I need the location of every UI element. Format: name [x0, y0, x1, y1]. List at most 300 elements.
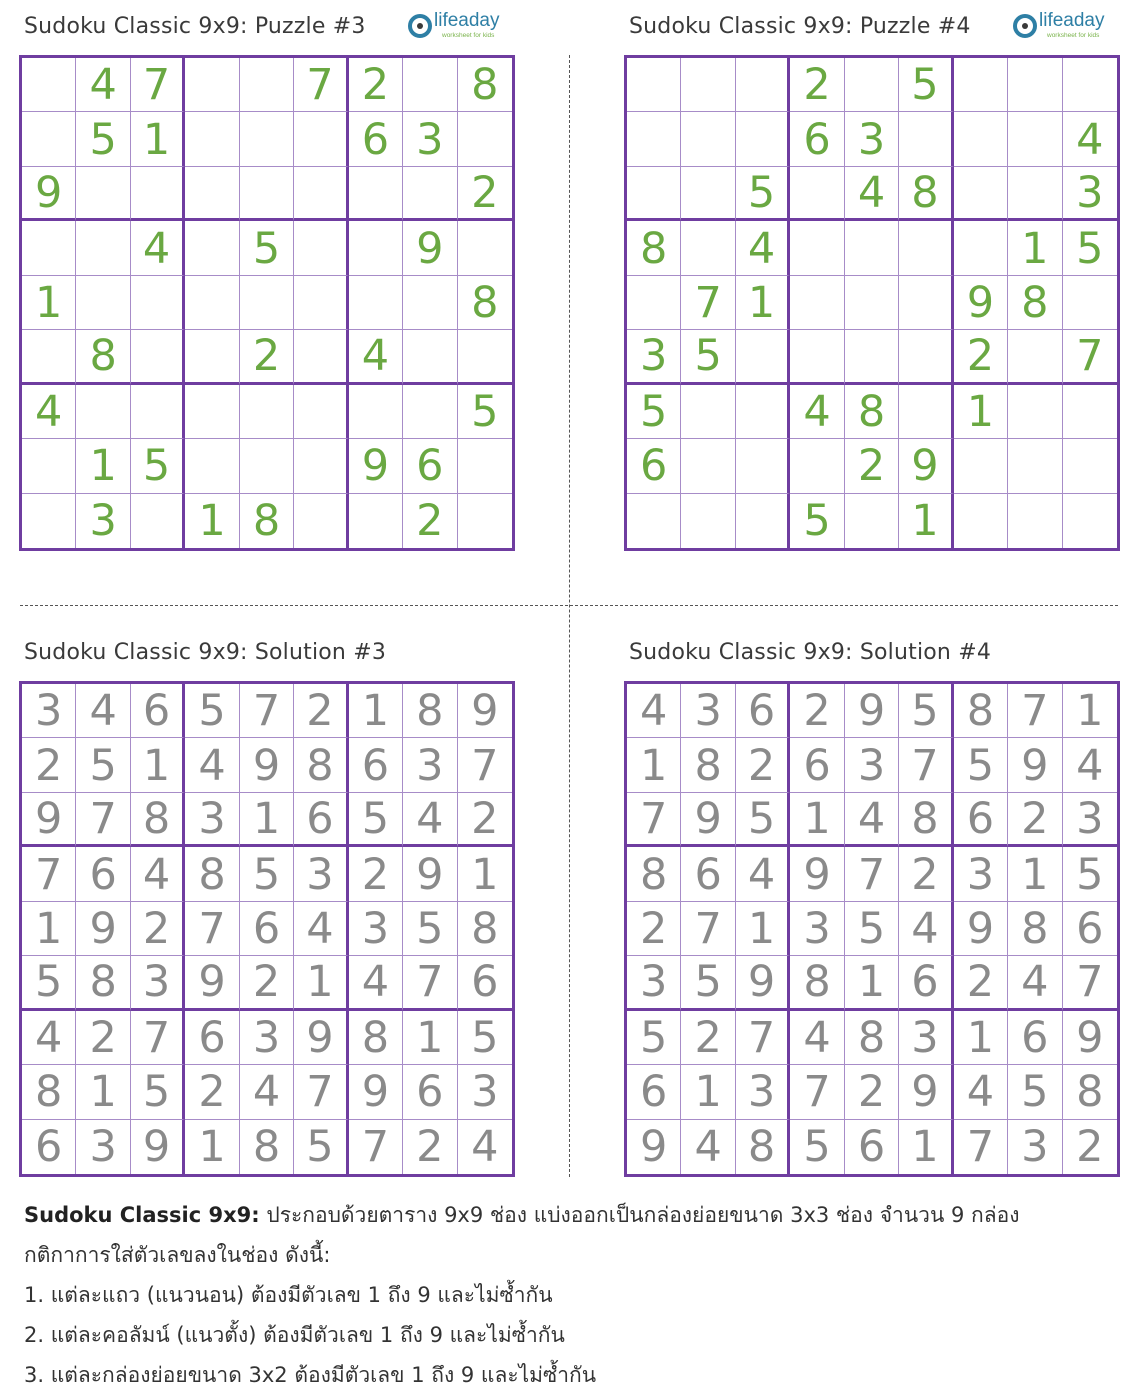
grid-cell: 8	[790, 956, 844, 1010]
grid-cell: 4	[22, 1011, 76, 1065]
grid-cell	[899, 385, 953, 439]
grid-cell: 8	[845, 385, 899, 439]
grid-cell	[1008, 439, 1062, 493]
grid-cell	[954, 221, 1008, 275]
grid-cell: 8	[736, 1120, 790, 1174]
puzzle-3-title: Sudoku Classic 9x9: Puzzle #3	[24, 14, 366, 39]
grid-cell: 6	[845, 1120, 899, 1174]
grid-cell	[403, 167, 457, 221]
grid-cell: 8	[294, 738, 348, 792]
grid-cell: 8	[845, 1011, 899, 1065]
grid-cell: 8	[627, 221, 681, 275]
grid-cell	[954, 167, 1008, 221]
grid-cell: 9	[240, 738, 294, 792]
vertical-cut-line	[569, 55, 570, 1177]
solution-3-title: Sudoku Classic 9x9: Solution #3	[24, 640, 387, 665]
grid-cell	[240, 112, 294, 166]
grid-cell: 1	[899, 494, 953, 548]
grid-cell	[22, 439, 76, 493]
grid-cell: 3	[22, 684, 76, 738]
rules-intro-line	[24, 1195, 1124, 1235]
grid-cell: 3	[845, 112, 899, 166]
grid-cell: 2	[736, 738, 790, 792]
puzzle-4-grid	[624, 55, 1120, 551]
grid-cell: 3	[294, 847, 348, 901]
grid-cell: 9	[899, 1065, 953, 1119]
grid-cell: 8	[899, 167, 953, 221]
grid-cell: 2	[185, 1065, 239, 1119]
grid-cell: 9	[681, 793, 735, 847]
grid-cell: 4	[349, 330, 403, 384]
grid-cell: 9	[403, 847, 457, 901]
grid-cell	[76, 276, 130, 330]
grid-cell: 1	[22, 276, 76, 330]
grid-cell: 4	[131, 221, 185, 275]
grid-cell: 5	[681, 330, 735, 384]
grid-cell	[403, 276, 457, 330]
grid-cell: 9	[954, 276, 1008, 330]
grid-cell: 3	[240, 1011, 294, 1065]
grid-cell: 2	[131, 902, 185, 956]
grid-cell: 7	[845, 847, 899, 901]
lifeaday-logo	[1013, 12, 1113, 44]
grid-cell: 4	[736, 847, 790, 901]
grid-cell: 5	[131, 1065, 185, 1119]
grid-cell: 2	[458, 793, 512, 847]
grid-cell	[1008, 58, 1062, 112]
grid-cell: 7	[76, 793, 130, 847]
grid-cell: 9	[899, 439, 953, 493]
grid-cell	[736, 439, 790, 493]
grid-cell: 9	[76, 902, 130, 956]
grid-cell: 6	[736, 684, 790, 738]
lifeaday-logo-icon	[1013, 14, 1037, 38]
grid-cell: 8	[131, 793, 185, 847]
grid-cell	[954, 439, 1008, 493]
grid-cell: 8	[954, 684, 1008, 738]
grid-cell: 9	[954, 902, 1008, 956]
grid-cell: 1	[185, 494, 239, 548]
grid-cell: 5	[1008, 1065, 1062, 1119]
grid-cell: 8	[1063, 1065, 1117, 1119]
grid-cell: 5	[131, 439, 185, 493]
grid-cell	[185, 330, 239, 384]
grid-cell: 5	[294, 1120, 348, 1174]
grid-cell: 3	[403, 112, 457, 166]
grid-cell	[627, 112, 681, 166]
grid-cell: 8	[76, 330, 130, 384]
grid-cell: 9	[845, 684, 899, 738]
grid-cell: 3	[76, 494, 130, 548]
grid-cell: 8	[458, 276, 512, 330]
grid-cell: 4	[845, 793, 899, 847]
grid-cell	[22, 112, 76, 166]
grid-cell: 2	[681, 1011, 735, 1065]
grid-cell	[131, 330, 185, 384]
grid-cell: 8	[240, 1120, 294, 1174]
grid-cell: 3	[403, 738, 457, 792]
grid-cell: 9	[458, 684, 512, 738]
grid-cell: 2	[240, 330, 294, 384]
grid-cell: 4	[627, 684, 681, 738]
grid-cell: 3	[349, 902, 403, 956]
grid-cell	[349, 167, 403, 221]
grid-cell: 3	[899, 1011, 953, 1065]
grid-cell: 2	[240, 956, 294, 1010]
grid-cell: 1	[403, 1011, 457, 1065]
grid-cell	[681, 494, 735, 548]
grid-cell	[1063, 439, 1117, 493]
grid-cell	[185, 221, 239, 275]
grid-cell	[736, 112, 790, 166]
grid-cell: 1	[1008, 221, 1062, 275]
grid-cell: 1	[954, 1011, 1008, 1065]
grid-cell: 2	[1076, 1122, 1104, 1173]
grid-cell: 3	[1063, 793, 1117, 847]
grid-cell	[22, 494, 76, 548]
lifeaday-logo-icon	[408, 14, 432, 38]
grid-cell: 3	[76, 1120, 130, 1174]
grid-cell: 5	[899, 58, 953, 112]
grid-cell: 1	[131, 738, 185, 792]
grid-cell: 9	[185, 956, 239, 1010]
grid-cell	[403, 385, 457, 439]
grid-cell: 2	[627, 902, 681, 956]
grid-cell: 6	[627, 1065, 681, 1119]
grid-cell: 1	[294, 956, 348, 1010]
grid-cell: 1	[458, 847, 512, 901]
grid-cell: 9	[1008, 738, 1062, 792]
grid-cell	[185, 112, 239, 166]
logo-word: lifeaday	[1039, 10, 1105, 31]
grid-cell	[76, 167, 130, 221]
grid-cell: 1	[131, 112, 185, 166]
grid-cell	[349, 276, 403, 330]
grid-cell: 7	[899, 738, 953, 792]
grid-cell	[131, 167, 185, 221]
grid-cell: 9	[736, 956, 790, 1010]
grid-cell: 4	[1008, 956, 1062, 1010]
grid-cell	[240, 439, 294, 493]
grid-cell: 7	[349, 1120, 403, 1174]
grid-cell	[240, 58, 294, 112]
grid-cell: 5	[736, 793, 790, 847]
grid-cell: 6	[627, 439, 681, 493]
grid-cell: 5	[845, 902, 899, 956]
grid-cell: 4	[1063, 112, 1117, 166]
grid-cell	[349, 494, 403, 548]
grid-cell: 4	[845, 167, 899, 221]
logo-tagline: worksheet for kids	[1047, 32, 1100, 39]
grid-cell: 5	[627, 385, 681, 439]
grid-cell: 1	[240, 793, 294, 847]
grid-cell: 1	[1063, 684, 1117, 738]
grid-cell: 1	[22, 902, 76, 956]
grid-cell: 7	[403, 956, 457, 1010]
grid-cell	[131, 494, 185, 548]
grid-cell: 3	[131, 956, 185, 1010]
grid-cell: 3	[1063, 167, 1117, 221]
grid-cell	[627, 276, 681, 330]
grid-cell: 7	[131, 58, 185, 112]
grid-cell	[845, 221, 899, 275]
puzzle-4-title: Sudoku Classic 9x9: Puzzle #4	[629, 14, 971, 39]
grid-cell: 4	[349, 956, 403, 1010]
grid-cell: 5	[899, 684, 953, 738]
grid-cell: 1	[736, 902, 790, 956]
solution-3-grid	[19, 681, 515, 1177]
grid-cell	[185, 167, 239, 221]
grid-cell: 8	[681, 738, 735, 792]
grid-cell: 8	[1008, 902, 1062, 956]
grid-cell: 7	[22, 847, 76, 901]
grid-cell	[736, 385, 790, 439]
grid-cell	[294, 330, 348, 384]
rule-2: 2. แต่ละคอลัมน์ (แนวตั้ง) ต้องมีตัวเลข 1 ถึง 9 และไม่ซ้ำกัน	[24, 1323, 565, 1347]
grid-cell	[627, 58, 681, 112]
grid-cell: 4	[899, 902, 953, 956]
rules-heading: Sudoku Classic 9x9:	[24, 1203, 260, 1227]
grid-cell: 5	[240, 847, 294, 901]
grid-cell	[403, 58, 457, 112]
grid-cell: 2	[349, 58, 403, 112]
grid-cell: 4	[76, 58, 130, 112]
grid-cell: 1	[681, 1065, 735, 1119]
horizontal-cut-line	[20, 605, 1118, 606]
grid-cell: 7	[790, 1065, 844, 1119]
grid-cell: 8	[349, 1011, 403, 1065]
grid-cell: 8	[627, 847, 681, 901]
grid-cell	[736, 58, 790, 112]
grid-cell: 2	[790, 58, 844, 112]
logo-tagline: worksheet for kids	[442, 32, 495, 39]
grid-cell: 9	[1063, 1011, 1117, 1065]
grid-cell: 5	[76, 112, 130, 166]
grid-cell: 7	[1008, 684, 1062, 738]
grid-cell: 5	[458, 1011, 512, 1065]
grid-cell: 2	[22, 738, 76, 792]
lifeaday-logo	[408, 12, 508, 44]
grid-cell: 2	[349, 847, 403, 901]
grid-cell	[294, 385, 348, 439]
grid-cell: 6	[1063, 902, 1117, 956]
grid-cell	[349, 385, 403, 439]
grid-cell: 4	[471, 1122, 499, 1173]
grid-cell	[240, 167, 294, 221]
solution-4-grid	[624, 681, 1120, 1177]
grid-cell	[185, 276, 239, 330]
grid-cell: 5	[790, 494, 844, 548]
grid-cell: 6	[954, 793, 1008, 847]
grid-cell: 7	[627, 793, 681, 847]
grid-cell	[240, 276, 294, 330]
grid-cell: 5	[954, 738, 1008, 792]
grid-cell	[899, 276, 953, 330]
grid-cell: 8	[76, 956, 130, 1010]
grid-cell: 2	[899, 847, 953, 901]
grid-cell	[1008, 167, 1062, 221]
grid-cell	[899, 112, 953, 166]
grid-cell	[1063, 385, 1117, 439]
grid-cell: 9	[790, 847, 844, 901]
grid-cell: 7	[131, 1011, 185, 1065]
grid-cell: 1	[899, 1120, 953, 1174]
grid-cell: 3	[736, 1065, 790, 1119]
grid-cell: 5	[185, 684, 239, 738]
grid-cell	[294, 167, 348, 221]
grid-cell	[681, 439, 735, 493]
grid-cell: 9	[349, 439, 403, 493]
grid-cell: 4	[22, 385, 76, 439]
grid-cell: 2	[76, 1011, 130, 1065]
rule-3: 3. แต่ละกล่องย่อยขนาด 3x2 ต้องมีตัวเลข 1 ถึง 9 และไม่ซ้ำกัน	[24, 1363, 597, 1387]
grid-cell: 6	[681, 847, 735, 901]
grid-cell: 3	[954, 847, 1008, 901]
grid-cell: 4	[790, 385, 844, 439]
grid-cell: 9	[349, 1065, 403, 1119]
grid-cell: 7	[1063, 956, 1117, 1010]
grid-cell: 1	[845, 956, 899, 1010]
grid-cell	[954, 494, 1008, 548]
grid-cell: 4	[1063, 738, 1117, 792]
grid-cell	[185, 439, 239, 493]
grid-cell: 3	[185, 793, 239, 847]
grid-cell: 7	[954, 1120, 1008, 1174]
grid-cell	[131, 276, 185, 330]
grid-cell: 6	[349, 738, 403, 792]
grid-cell: 1	[736, 276, 790, 330]
grid-cell: 9	[22, 793, 76, 847]
grid-cell	[790, 167, 844, 221]
grid-cell	[681, 112, 735, 166]
grid-cell: 7	[1063, 330, 1117, 384]
grid-cell: 3	[790, 902, 844, 956]
grid-cell	[240, 385, 294, 439]
grid-cell	[403, 330, 457, 384]
grid-cell: 2	[845, 439, 899, 493]
grid-cell: 7	[681, 276, 735, 330]
grid-cell: 9	[22, 167, 76, 221]
grid-cell: 3	[627, 956, 681, 1010]
grid-cell: 1	[349, 684, 403, 738]
grid-cell	[1008, 494, 1062, 548]
grid-cell: 9	[627, 1120, 681, 1174]
solution-4-title: Sudoku Classic 9x9: Solution #4	[629, 640, 992, 665]
grid-cell: 5	[790, 1120, 844, 1174]
grid-cell	[845, 494, 899, 548]
grid-cell: 7	[185, 902, 239, 956]
grid-cell	[681, 167, 735, 221]
grid-cell: 1	[954, 385, 1008, 439]
grid-cell: 6	[240, 902, 294, 956]
grid-cell: 8	[22, 1065, 76, 1119]
grid-cell: 6	[1008, 1011, 1062, 1065]
rule-1: 1. แต่ละแถว (แนวนอน) ต้องมีตัวเลข 1 ถึง 9 และไม่ซ้ำกัน	[24, 1283, 553, 1307]
grid-cell: 6	[185, 1011, 239, 1065]
grid-cell: 8	[403, 684, 457, 738]
grid-cell: 4	[681, 1120, 735, 1174]
grid-cell	[458, 221, 512, 275]
grid-cell	[22, 58, 76, 112]
grid-cell: 9	[131, 1120, 185, 1174]
grid-cell: 4	[240, 1065, 294, 1119]
grid-cell: 8	[1008, 276, 1062, 330]
grid-cell	[790, 439, 844, 493]
grid-cell	[790, 221, 844, 275]
grid-cell: 5	[76, 738, 130, 792]
grid-cell: 7	[294, 1065, 348, 1119]
grid-cell: 5	[349, 793, 403, 847]
grid-cell: 4	[76, 684, 130, 738]
grid-cell: 4	[403, 793, 457, 847]
grid-cell: 6	[403, 439, 457, 493]
grid-cell: 6	[294, 793, 348, 847]
grid-cell: 1	[790, 793, 844, 847]
grid-cell	[736, 494, 790, 548]
grid-cell: 3	[627, 330, 681, 384]
grid-cell: 4	[131, 847, 185, 901]
grid-cell: 8	[458, 58, 512, 112]
grid-cell: 4	[185, 738, 239, 792]
rules-section	[24, 1195, 1124, 1395]
grid-cell	[681, 385, 735, 439]
grid-cell: 2	[403, 494, 457, 548]
grid-cell	[458, 439, 512, 493]
grid-cell	[845, 58, 899, 112]
grid-cell	[294, 112, 348, 166]
grid-cell: 8	[185, 847, 239, 901]
grid-cell: 8	[899, 793, 953, 847]
grid-cell: 8	[458, 902, 512, 956]
grid-cell: 3	[681, 684, 735, 738]
grid-cell	[899, 330, 953, 384]
grid-cell	[1063, 58, 1117, 112]
grid-cell: 2	[1008, 793, 1062, 847]
logo-word: lifeaday	[434, 10, 500, 31]
grid-cell: 6	[22, 1120, 76, 1174]
grid-cell: 5	[736, 167, 790, 221]
grid-cell	[1008, 385, 1062, 439]
grid-cell	[736, 330, 790, 384]
grid-cell: 5	[458, 385, 512, 439]
grid-cell	[845, 276, 899, 330]
grid-cell: 2	[845, 1065, 899, 1119]
grid-cell	[458, 330, 512, 384]
rules-intro: ประกอบด้วยตาราง 9x9 ช่อง แบ่งออกเป็นกล่องย่อยขนาด 3x3 ช่อง จำนวน 9 กล่อง	[266, 1203, 1020, 1227]
grid-cell: 1	[1008, 847, 1062, 901]
grid-cell: 8	[240, 494, 294, 548]
grid-cell: 1	[76, 1065, 130, 1119]
grid-cell	[458, 494, 512, 548]
grid-cell: 4	[954, 1065, 1008, 1119]
grid-cell: 7	[240, 684, 294, 738]
grid-cell: 5	[240, 221, 294, 275]
grid-cell	[294, 494, 348, 548]
grid-cell: 7	[294, 58, 348, 112]
grid-cell: 3	[1008, 1120, 1062, 1174]
grid-cell: 6	[790, 738, 844, 792]
grid-cell	[1008, 112, 1062, 166]
grid-cell: 5	[1063, 847, 1117, 901]
grid-cell: 4	[736, 221, 790, 275]
grid-cell	[1008, 330, 1062, 384]
grid-cell	[1063, 276, 1117, 330]
grid-cell: 2	[294, 684, 348, 738]
grid-cell: 6	[403, 1065, 457, 1119]
grid-cell: 2	[954, 956, 1008, 1010]
grid-cell: 9	[294, 1011, 348, 1065]
grid-cell	[349, 221, 403, 275]
